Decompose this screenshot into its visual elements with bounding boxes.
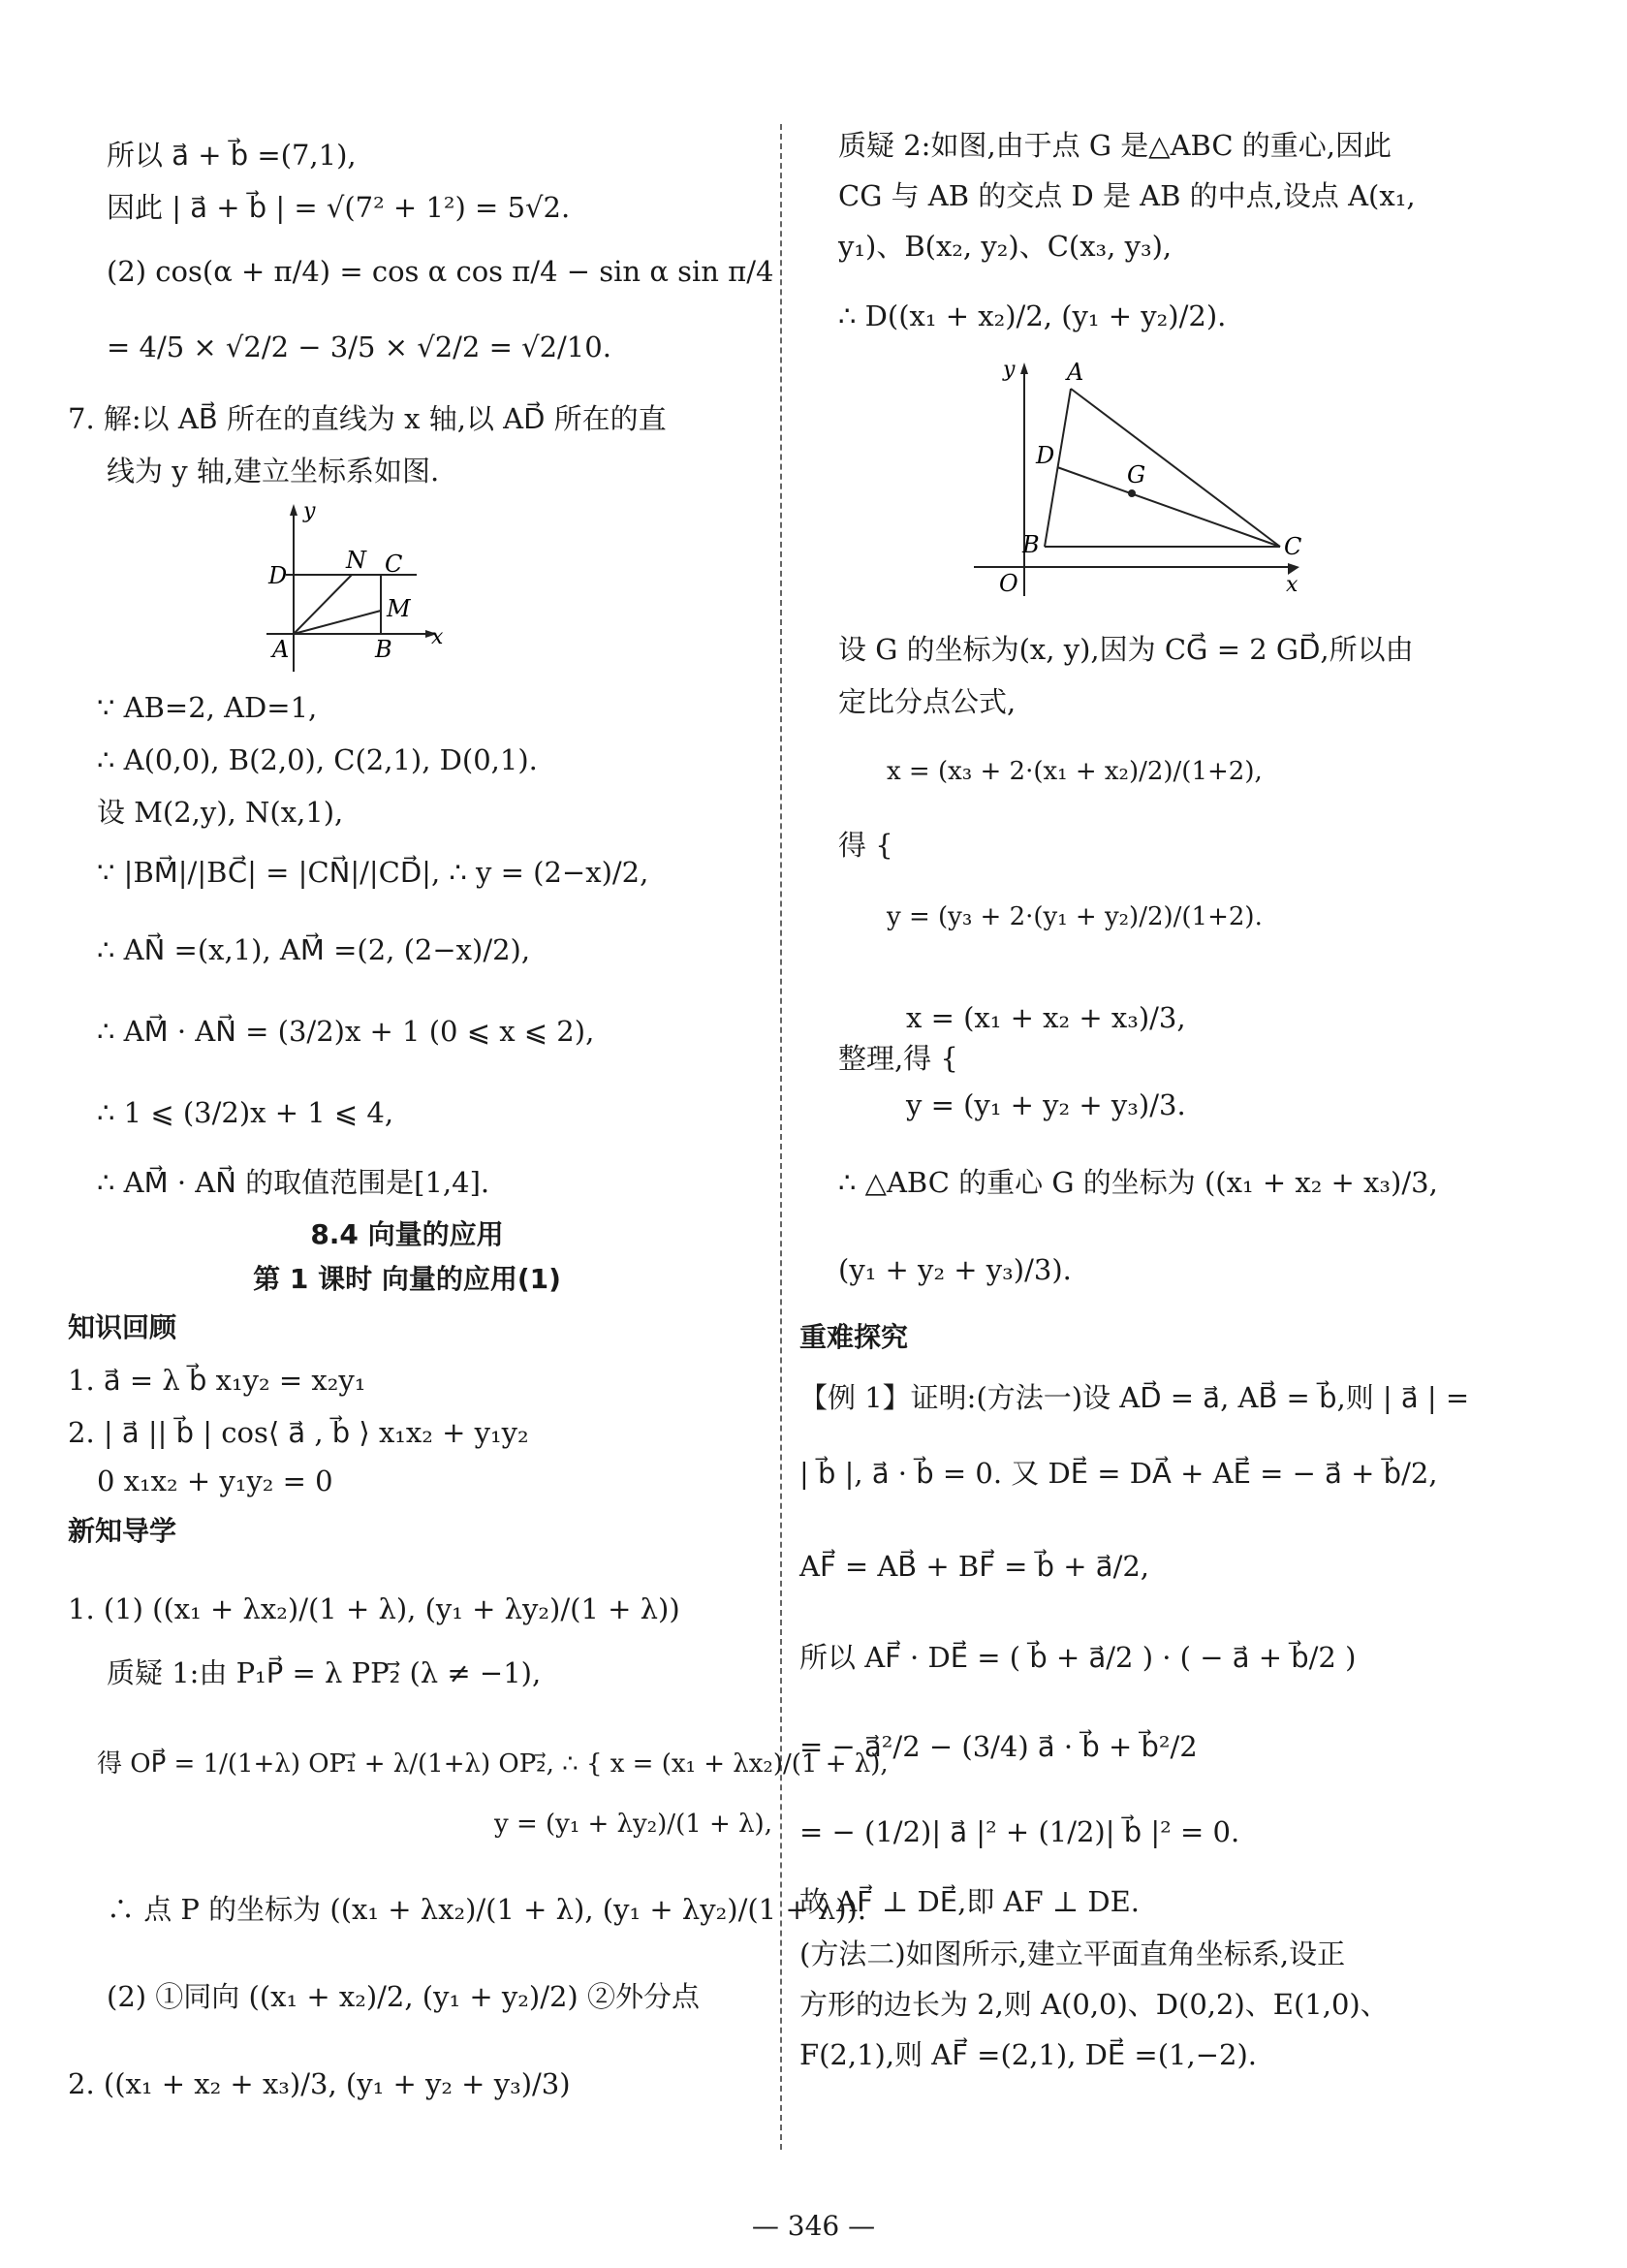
example-1-line: 【例 1】证明:(方法一)设 AD⃗ = a⃗, AB⃗ = b⃗,则 | a⃗ | =: [799, 1381, 1470, 1414]
text-line: y = (y₁ + y₂ + y₃)/3.: [906, 1088, 1186, 1121]
text-line: CG 与 AB 的交点 D 是 AB 的中点,设点 A(x₁,: [838, 179, 1416, 212]
text-line: ∴ △ABC 的重心 G 的坐标为 ((x₁ + x₂ + x₃)/3,: [838, 1166, 1438, 1199]
problem-7-line: 7. 解:以 AB⃗ 所在的直线为 x 轴,以 AD⃗ 所在的直: [68, 402, 667, 435]
column-divider: [780, 124, 782, 2150]
text-line: ∴ D((x₁ + x₂)/2, (y₁ + y₂)/2).: [838, 299, 1227, 332]
text-line: ∴ A(0,0), B(2,0), C(2,1), D(0,1).: [97, 743, 538, 776]
fig2-label-x: x: [1286, 573, 1298, 597]
text-line: 质疑 1:由 P₁P⃗ = λ PP₂⃗ (λ ≠ −1),: [107, 1656, 542, 1689]
text-line: ∴ AN⃗ =(x,1), AM⃗ =(2, (2−x)/2),: [97, 933, 531, 966]
text-line: ∵ AB=2, AD=1,: [97, 691, 318, 724]
text-line: 所以 a⃗ + b⃗ =(7,1),: [107, 139, 357, 172]
subsection-heading: 新知导学: [68, 1515, 177, 1547]
text-line: ∴ AM⃗ · AN⃗ = (3/2)x + 1 (0 ⩽ x ⩽ 2),: [97, 1015, 595, 1048]
text-line: | b⃗ |, a⃗ · b⃗ = 0. 又 DE⃗ = DA⃗ + AE⃗ = − a⃗ + b⃗/2,: [799, 1457, 1438, 1490]
fig1-label-D: D: [268, 562, 288, 589]
text-line: 所以 AF⃗ · DE⃗ = ( b⃗ + a⃗/2 ) · ( − a⃗ + b⃗/2 ): [799, 1641, 1357, 1674]
fig2-label-O: O: [999, 570, 1018, 597]
text-line: F(2,1),则 AF⃗ =(2,1), DE⃗ =(1,−2).: [799, 2038, 1257, 2071]
text-line: 方形的边长为 2,则 A(0,0)、D(0,2)、E(1,0)、: [799, 1988, 1389, 2021]
text-line: = − (1/2)| a⃗ |² + (1/2)| b⃗ |² = 0.: [799, 1815, 1240, 1848]
section-heading: 8.4 向量的应用: [310, 1218, 504, 1250]
fig2-label-D: D: [1036, 442, 1055, 469]
text-line: 2. | a⃗ || b⃗ | cos⟨ a⃗ , b⃗ ⟩ x₁x₂ + y₁y₂: [68, 1416, 529, 1449]
fig2-label-G: G: [1127, 461, 1146, 488]
text-line: ∵ |BM⃗|/|BC⃗| = |CN⃗|/|CD⃗|, ∴ y = (2−x)/2,: [97, 856, 649, 889]
text-line: ∴ 1 ⩽ (3/2)x + 1 ⩽ 4,: [97, 1096, 394, 1129]
fig1-label-N: N: [346, 547, 366, 574]
fig2-label-B: B: [1022, 531, 1040, 558]
text-line: 1. a⃗ = λ b⃗ x₁y₂ = x₂y₁: [68, 1364, 366, 1397]
text-line: 得 OP⃗ = 1/(1+λ) OP₁⃗ + λ/(1+λ) OP₂⃗, ∴ { x = (x₁ + λx₂)/(1 + λ),: [97, 1749, 889, 1779]
text-line: 整理,得 {: [838, 1042, 958, 1075]
text-line: y₁)、B(x₂, y₂)、C(x₃, y₃),: [838, 230, 1173, 263]
fig1-label-x: x: [431, 625, 444, 649]
fig1-label-M: M: [387, 595, 411, 622]
text-line: y = (y₁ + λy₂)/(1 + λ),: [494, 1810, 772, 1839]
text-line: 2. ((x₁ + x₂ + x₃)/3, (y₁ + y₂ + y₃)/3): [68, 2067, 571, 2100]
subsection-heading: 知识回顾: [68, 1311, 177, 1343]
text-line: ∴ 点 P 的坐标为 ((x₁ + λx₂)/(1 + λ), (y₁ + λy₂)/(1 + λ)).: [107, 1893, 867, 1926]
text-line: 0 x₁x₂ + y₁y₂ = 0: [97, 1465, 333, 1497]
text-line: 得 {: [838, 829, 893, 862]
text-line: 故 AF⃗ ⊥ DE⃗,即 AF ⊥ DE.: [799, 1885, 1140, 1918]
text-line: AF⃗ = AB⃗ + BF⃗ = b⃗ + a⃗/2,: [799, 1550, 1150, 1583]
text-line: 设 M(2,y), N(x,1),: [97, 796, 344, 829]
text-line: x = (x₁ + x₂ + x₃)/3,: [906, 1001, 1186, 1034]
text-line: (y₁ + y₂ + y₃)/3).: [838, 1253, 1072, 1286]
rectangle-coordinate-figure: [268, 499, 606, 672]
fig1-label-B: B: [375, 636, 392, 663]
text-line: 质疑 2:如图,由于点 G 是△ABC 的重心,因此: [838, 129, 1392, 162]
text-line: 1. (1) ((x₁ + λx₂)/(1 + λ), (y₁ + λy₂)/(1 + λ)): [68, 1592, 680, 1625]
subsection-heading: 重难探究: [799, 1321, 909, 1353]
fig1-label-C: C: [385, 551, 403, 578]
triangle-centroid-figure: [974, 359, 1323, 596]
text-line: = − a⃗²/2 − (3/4) a⃗ · b⃗ + b⃗²/2: [799, 1730, 1198, 1763]
fig2-label-A: A: [1067, 359, 1084, 386]
text-line: y = (y₃ + 2·(y₁ + y₂)/2)/(1+2).: [887, 902, 1263, 931]
fig2-label-C: C: [1284, 533, 1302, 560]
fig1-label-A: A: [272, 636, 290, 663]
page-number: — 346 —: [751, 2210, 876, 2242]
fig2-label-y: y: [1003, 358, 1016, 382]
text-line: ∴ AM⃗ · AN⃗ 的取值范围是[1,4].: [97, 1166, 490, 1199]
text-line: x = (x₃ + 2·(x₁ + x₂)/2)/(1+2),: [887, 757, 1263, 786]
text-line: (方法二)如图所示,建立平面直角坐标系,设正: [799, 1937, 1346, 1970]
text-line: 因此 | a⃗ + b⃗ | = √(7² + 1²) = 5√2.: [107, 191, 571, 224]
text-line: (2) cos(α + π/4) = cos α cos π/4 − sin α sin π/4: [107, 255, 774, 288]
text-line: 设 G 的坐标为(x, y),因为 CG⃗ = 2 GD⃗,所以由: [838, 633, 1414, 666]
text-line: = 4/5 × √2/2 − 3/5 × √2/2 = √2/10.: [107, 331, 611, 363]
text-line: 定比分点公式,: [838, 685, 1017, 718]
lesson-heading: 第 1 课时 向量的应用(1): [253, 1263, 561, 1295]
text-line: 线为 y 轴,建立坐标系如图.: [107, 455, 440, 488]
fig1-label-y: y: [303, 499, 316, 523]
text-line: (2) ①同向 ((x₁ + x₂)/2, (y₁ + y₂)/2) ②外分点: [107, 1980, 700, 2013]
